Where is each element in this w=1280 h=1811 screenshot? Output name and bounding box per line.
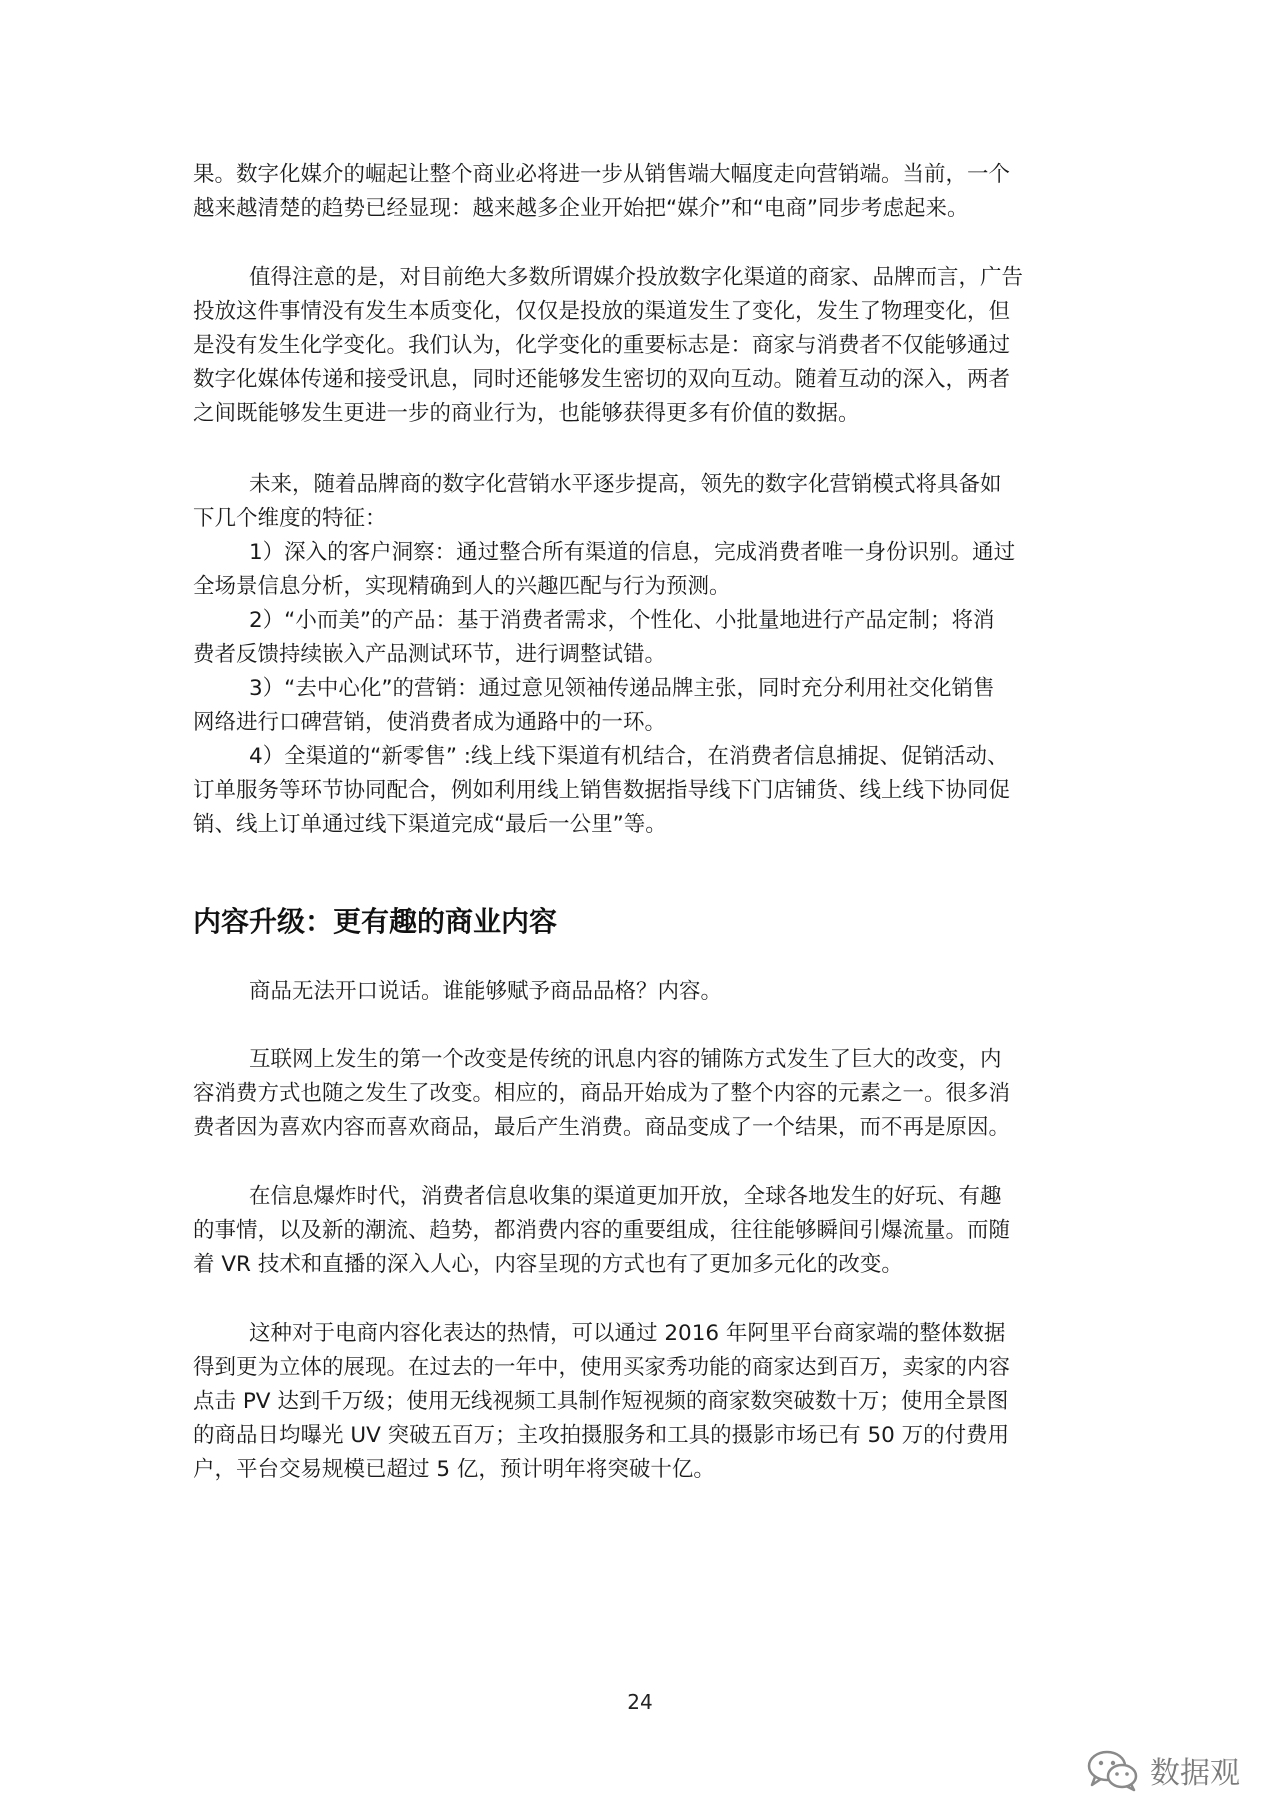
notable-paragraph	[193, 261, 1085, 431]
text-line: 全场景信息分析，实现精确到人的兴趣匹配与行为预测。	[193, 574, 731, 599]
text-line: 数字化媒体传递和接受讯息，同时还能够发生密切的双向互动。随着互动的深入，两者	[193, 367, 1011, 392]
text-line: 下几个维度的特征：	[193, 506, 387, 531]
text-line: 的商品日均曝光 UV 突破五百万；主攻拍摄服务和工具的摄影市场已有 50 万的付费用	[193, 1423, 1010, 1448]
text-line: 这种对于电商内容化表达的热情，可以通过 2016 年阿里平台商家端的整体数据	[249, 1321, 1006, 1346]
text-line: 着 VR 技术和直播的深入人心，内容呈现的方式也有了更加多元化的改变。	[193, 1252, 903, 1277]
text-line: 销、线上订单通过线下渠道完成“最后一公里”等。	[193, 812, 667, 837]
page-number: 24	[627, 1690, 653, 1714]
text-line: 户，平台交易规模已超过 5 亿，预计明年将突破十亿。	[193, 1457, 715, 1482]
text-line: 在信息爆炸时代，消费者信息收集的渠道更加开放，全球各地发生的好玩、有趣	[249, 1184, 1002, 1209]
intro-paragraph	[193, 158, 1085, 226]
list-item-4: 4）全渠道的“新零售” :线上线下渠道有机结合，在消费者信息捕捉、促销活动、	[249, 744, 1009, 769]
text-line: 果。数字化媒介的崛起让整个商业必将进一步从销售端大幅度走向营销端。当前，一个	[193, 162, 1011, 187]
text-line: 费者因为喜欢内容而喜欢商品，最后产生消费。商品变成了一个结果，而不再是原因。	[193, 1115, 1011, 1140]
text-line: 是没有发生化学变化。我们认为，化学变化的重要标志是：商家与消费者不仅能够通过	[193, 333, 1011, 358]
text-line: 点击 PV 达到千万级；使用无线视频工具制作短视频的商家数突破数十万；使用全景图	[193, 1389, 1009, 1414]
internet-paragraph	[193, 1043, 1085, 1145]
watermark-text: 数据观	[1150, 1756, 1240, 1791]
wechat-icon	[1086, 1748, 1140, 1792]
text-line: 网络进行口碑营销，使消费者成为通路中的一环。	[193, 710, 667, 735]
text-line: 的事情，以及新的潮流、趋势，都消费内容的重要组成，往往能够瞬间引爆流量。而随	[193, 1218, 1011, 1243]
text-line: 未来，随着品牌商的数字化营销水平逐步提高，领先的数字化营销模式将具备如	[249, 472, 1002, 497]
text-line: 互联网上发生的第一个改变是传统的讯息内容的铺陈方式发生了巨大的改变，内	[249, 1047, 1002, 1072]
info-paragraph	[193, 1180, 1085, 1282]
text-line: 容消费方式也随之发生了改变。相应的，商品开始成为了整个内容的元素之一。很多消	[193, 1081, 1011, 1106]
text-line: 得到更为立体的展现。在过去的一年中，使用买家秀功能的商家达到百万，卖家的内容	[193, 1355, 1011, 1380]
text-line: 越来越清楚的趋势已经显现：越来越多企业开始把“媒介”和“电商”同步考虑起来。	[193, 196, 969, 221]
list-item-3: 3）“去中心化”的营销：通过意见领袖传递品牌主张，同时充分利用社交化销售	[249, 676, 995, 701]
text-line: 之间既能够发生更进一步的商业行为，也能够获得更多有价值的数据。	[193, 401, 860, 426]
text-line: 费者反馈持续嵌入产品测试环节，进行调整试错。	[193, 642, 667, 667]
list-item-2: 2）“小而美”的产品：基于消费者需求，个性化、小批量地进行产品定制；将消	[249, 608, 995, 633]
watermark	[1086, 1748, 1240, 1792]
text-line: 投放这件事情没有发生本质变化，仅仅是投放的渠道发生了变化，发生了物理变化，但	[193, 299, 1011, 324]
section-heading: 内容升级：更有趣的商业内容	[193, 905, 558, 938]
text-line: 订单服务等环节协同配合，例如利用线上销售数据指导线下门店铺货、线上线下协同促	[193, 778, 1011, 803]
text-line: 商品无法开口说话。谁能够赋予商品品格？内容。	[249, 979, 723, 1004]
text-line: 值得注意的是，对目前绝大多数所谓媒介投放数字化渠道的商家、品牌而言，广告	[249, 265, 1024, 290]
data-paragraph	[193, 1317, 1085, 1487]
goods-paragraph	[193, 975, 1085, 1009]
list-item-1: 1）深入的客户洞察：通过整合所有渠道的信息，完成消费者唯一身份识别。通过	[249, 540, 1016, 565]
future-paragraph	[193, 468, 1085, 842]
